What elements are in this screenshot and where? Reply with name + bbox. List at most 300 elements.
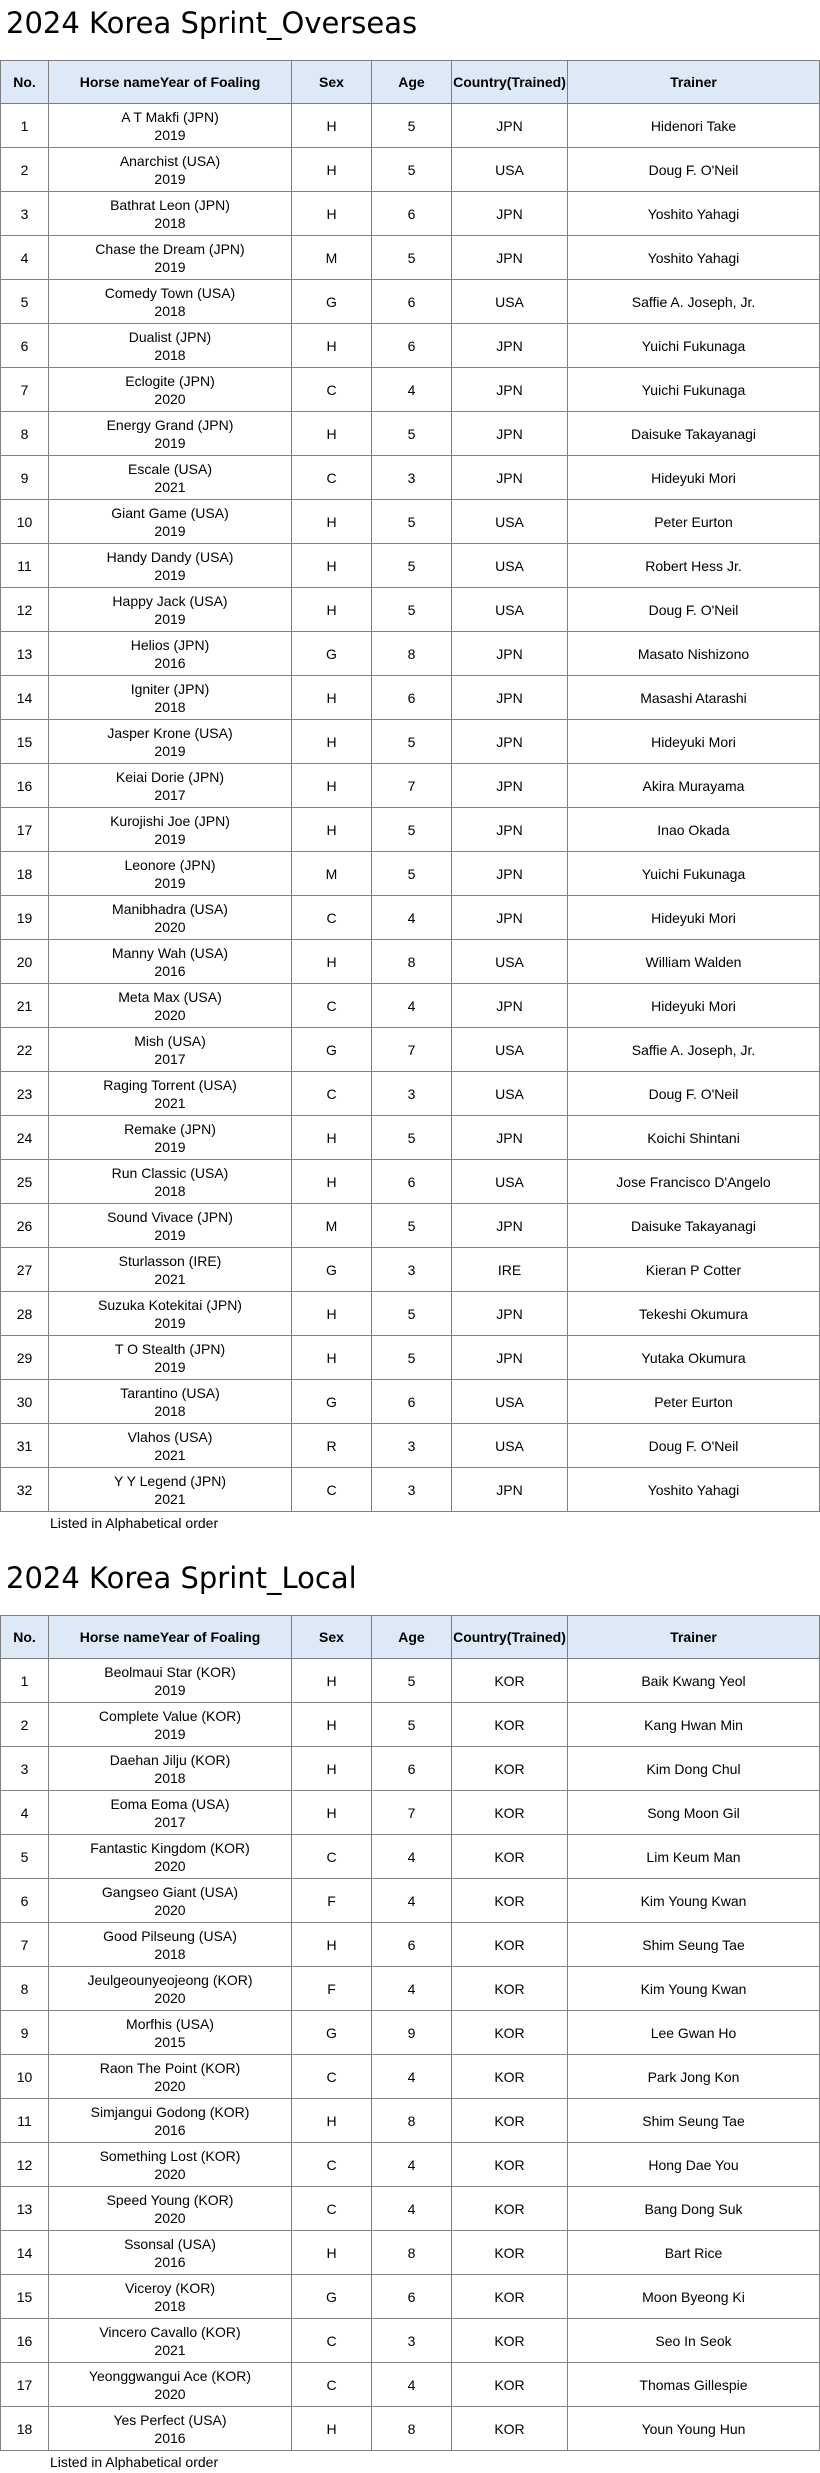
cell-age: 9 [372, 2011, 452, 2055]
cell-age: 8 [372, 940, 452, 984]
cell-no: 28 [1, 1292, 49, 1336]
year-of-foaling: 2019 [154, 610, 186, 627]
horse-name: Meta Max (USA) [118, 988, 222, 1005]
year-of-foaling: 2016 [154, 2121, 186, 2138]
cell-sex: H [292, 324, 372, 368]
cell-country: KOR [452, 2011, 568, 2055]
year-of-foaling: 2020 [154, 918, 186, 935]
cell-age: 8 [372, 2231, 452, 2275]
cell-sex: G [292, 1028, 372, 1072]
year-of-foaling: 2019 [154, 522, 186, 539]
cell-no: 18 [1, 852, 49, 896]
year-of-foaling: 2018 [154, 2297, 186, 2314]
horse-name: Vlahos (USA) [127, 1428, 213, 1445]
cell-country: KOR [452, 2099, 568, 2143]
table-row [1, 1791, 820, 1835]
cell-trainer: Tekeshi Okumura [568, 1292, 820, 1336]
cell-trainer: Yoshito Yahagi [568, 1468, 820, 1512]
cell-sex: G [292, 2275, 372, 2319]
table-row [1, 1116, 820, 1160]
cell-sex: H [292, 2099, 372, 2143]
table-row [1, 2055, 820, 2099]
cell-sex: C [292, 1468, 372, 1512]
cell-country: JPN [452, 236, 568, 280]
cell-horse [49, 1160, 292, 1204]
cell-horse [49, 412, 292, 456]
cell-horse [49, 1468, 292, 1512]
horse-name: Mish (USA) [134, 1032, 206, 1049]
cell-sex: H [292, 1923, 372, 1967]
cell-no: 4 [1, 236, 49, 280]
horse-name: Kurojishi Joe (JPN) [110, 812, 230, 829]
cell-age: 3 [372, 1248, 452, 1292]
cell-country: USA [452, 1160, 568, 1204]
header-no: No. [1, 1616, 49, 1659]
cell-no: 14 [1, 2231, 49, 2275]
table-row [1, 412, 820, 456]
cell-trainer: Hideyuki Mori [568, 984, 820, 1028]
year-of-foaling: 2020 [154, 2165, 186, 2182]
cell-trainer: Doug F. O'Neil [568, 1424, 820, 1468]
horse-name: Chase the Dream (JPN) [95, 240, 245, 257]
horse-name: Happy Jack (USA) [112, 592, 228, 609]
cell-trainer: Park Jong Kon [568, 2055, 820, 2099]
horse-name: Speed Young (KOR) [106, 2191, 234, 2208]
cell-sex: C [292, 1072, 372, 1116]
cell-no: 7 [1, 1923, 49, 1967]
cell-horse [49, 2011, 292, 2055]
cell-sex: M [292, 852, 372, 896]
cell-age: 5 [372, 500, 452, 544]
cell-country: USA [452, 940, 568, 984]
cell-horse [49, 1204, 292, 1248]
cell-age: 4 [372, 368, 452, 412]
cell-trainer: Hidenori Take [568, 104, 820, 148]
cell-horse [49, 2055, 292, 2099]
year-of-foaling: 2019 [154, 830, 186, 847]
cell-no: 20 [1, 940, 49, 984]
cell-trainer: Doug F. O'Neil [568, 148, 820, 192]
cell-trainer: Koichi Shintani [568, 1116, 820, 1160]
horse-name: Run Classic (USA) [111, 1164, 229, 1181]
cell-no: 3 [1, 192, 49, 236]
cell-country: JPN [452, 896, 568, 940]
year-of-foaling: 2021 [154, 478, 186, 495]
table-row [1, 2363, 820, 2407]
header-no: No. [1, 61, 49, 104]
cell-trainer: Lee Gwan Ho [568, 2011, 820, 2055]
cell-no: 10 [1, 500, 49, 544]
year-of-foaling: 2019 [154, 1725, 186, 1742]
cell-age: 6 [372, 2275, 452, 2319]
cell-age: 4 [372, 896, 452, 940]
table-row [1, 1028, 820, 1072]
year-of-foaling: 2019 [154, 1138, 186, 1155]
cell-country: IRE [452, 1248, 568, 1292]
cell-trainer: Kim Young Kwan [568, 1879, 820, 1923]
cell-country: JPN [452, 1292, 568, 1336]
header-horse [49, 61, 292, 104]
cell-no: 8 [1, 1967, 49, 2011]
cell-horse [49, 676, 292, 720]
cell-no: 9 [1, 2011, 49, 2055]
horse-name: Gangseo Giant (USA) [101, 1883, 239, 1900]
cell-horse [49, 1292, 292, 1336]
cell-sex: H [292, 1791, 372, 1835]
cell-no: 23 [1, 1072, 49, 1116]
cell-age: 4 [372, 2143, 452, 2187]
cell-horse [49, 2143, 292, 2187]
table-row [1, 544, 820, 588]
table-row [1, 720, 820, 764]
cell-trainer: Saffie A. Joseph, Jr. [568, 280, 820, 324]
horse-name: Complete Value (KOR) [98, 1707, 242, 1724]
cell-no: 27 [1, 1248, 49, 1292]
cell-age: 8 [372, 2099, 452, 2143]
cell-age: 3 [372, 1072, 452, 1116]
cell-sex: H [292, 192, 372, 236]
table-row [1, 852, 820, 896]
cell-trainer: Hideyuki Mori [568, 896, 820, 940]
cell-country: KOR [452, 2407, 568, 2451]
horse-name: Y Y Legend (JPN) [113, 1472, 227, 1489]
year-of-foaling: 2019 [154, 1226, 186, 1243]
horse-name: Bathrat Leon (JPN) [110, 196, 230, 213]
cell-age: 7 [372, 764, 452, 808]
cell-sex: C [292, 896, 372, 940]
cell-sex: H [292, 764, 372, 808]
header-horse [49, 1616, 292, 1659]
table-row [1, 2143, 820, 2187]
local-footnote: Listed in Alphabetical order [50, 2454, 219, 2470]
table-row [1, 1292, 820, 1336]
cell-no: 17 [1, 2363, 49, 2407]
cell-sex: C [292, 984, 372, 1028]
cell-age: 5 [372, 236, 452, 280]
horse-name: Vincero Cavallo (KOR) [99, 2323, 241, 2340]
cell-age: 5 [372, 148, 452, 192]
year-of-foaling: 2020 [154, 1989, 186, 2006]
cell-horse [49, 1923, 292, 1967]
cell-country: JPN [452, 412, 568, 456]
cell-age: 5 [372, 104, 452, 148]
cell-country: USA [452, 500, 568, 544]
overseas-table-body [1, 104, 820, 1512]
cell-horse [49, 632, 292, 676]
year-of-foaling: 2020 [154, 1857, 186, 1874]
year-of-foaling: 2021 [154, 1446, 186, 1463]
cell-country: KOR [452, 2319, 568, 2363]
horse-name: Escale (USA) [127, 460, 213, 477]
cell-no: 17 [1, 808, 49, 852]
cell-sex: G [292, 280, 372, 324]
table-row [1, 1072, 820, 1116]
cell-sex: H [292, 104, 372, 148]
cell-horse [49, 2231, 292, 2275]
overseas-footnote: Listed in Alphabetical order [50, 1515, 219, 1531]
cell-country: JPN [452, 368, 568, 412]
cell-horse [49, 808, 292, 852]
horse-name: Manibhadra (USA) [112, 900, 228, 917]
cell-country: JPN [452, 984, 568, 1028]
cell-no: 26 [1, 1204, 49, 1248]
year-of-foaling: 2017 [154, 786, 186, 803]
horse-name: Manny Wah (USA) [111, 944, 229, 961]
cell-no: 12 [1, 2143, 49, 2187]
cell-trainer: Robert Hess Jr. [568, 544, 820, 588]
year-of-foaling: 2019 [154, 566, 186, 583]
cell-no: 30 [1, 1380, 49, 1424]
year-of-foaling: 2016 [154, 2429, 186, 2446]
year-of-foaling: 2020 [154, 1006, 186, 1023]
cell-horse [49, 852, 292, 896]
cell-age: 6 [372, 192, 452, 236]
cell-no: 5 [1, 280, 49, 324]
table-row [1, 1967, 820, 2011]
header-year: Year of Foaling [159, 1628, 261, 1645]
cell-sex: C [292, 2319, 372, 2363]
cell-age: 6 [372, 324, 452, 368]
cell-trainer: Youn Young Hun [568, 2407, 820, 2451]
cell-sex: H [292, 544, 372, 588]
cell-trainer: Bart Rice [568, 2231, 820, 2275]
cell-trainer: Doug F. O'Neil [568, 588, 820, 632]
local-section [0, 1555, 820, 2473]
horse-name: A T Makfi (JPN) [121, 108, 219, 125]
year-of-foaling: 2018 [154, 1402, 186, 1419]
table-row [1, 1659, 820, 1703]
cell-sex: C [292, 2363, 372, 2407]
cell-horse [49, 500, 292, 544]
table-row [1, 324, 820, 368]
year-of-foaling: 2021 [154, 1270, 186, 1287]
cell-country: USA [452, 588, 568, 632]
table-row [1, 2187, 820, 2231]
table-row [1, 1336, 820, 1380]
cell-horse [49, 940, 292, 984]
table-row [1, 1879, 820, 1923]
cell-age: 3 [372, 456, 452, 500]
cell-age: 6 [372, 1747, 452, 1791]
cell-no: 1 [1, 1659, 49, 1703]
cell-trainer: Hideyuki Mori [568, 456, 820, 500]
year-of-foaling: 2016 [154, 962, 186, 979]
cell-sex: C [292, 456, 372, 500]
year-of-foaling: 2020 [154, 2385, 186, 2402]
cell-age: 5 [372, 544, 452, 588]
table-row [1, 500, 820, 544]
table-row [1, 1160, 820, 1204]
cell-age: 8 [372, 632, 452, 676]
cell-country: JPN [452, 808, 568, 852]
year-of-foaling: 2017 [154, 1813, 186, 1830]
cell-horse [49, 2187, 292, 2231]
cell-age: 4 [372, 1835, 452, 1879]
cell-country: JPN [452, 456, 568, 500]
cell-age: 5 [372, 1292, 452, 1336]
header-country-trained: (Trained) [506, 1628, 566, 1645]
horse-name: Viceroy (KOR) [125, 2279, 215, 2296]
cell-age: 5 [372, 588, 452, 632]
year-of-foaling: 2021 [154, 1490, 186, 1507]
cell-age: 5 [372, 1703, 452, 1747]
cell-horse [49, 720, 292, 764]
cell-country: KOR [452, 1967, 568, 2011]
cell-country: USA [452, 544, 568, 588]
year-of-foaling: 2018 [154, 346, 186, 363]
horse-name: Dualist (JPN) [128, 328, 212, 345]
cell-age: 6 [372, 676, 452, 720]
cell-horse [49, 1747, 292, 1791]
cell-sex: G [292, 1380, 372, 1424]
cell-age: 4 [372, 2055, 452, 2099]
cell-no: 12 [1, 588, 49, 632]
local-table-body [1, 1659, 820, 2451]
cell-trainer: Yutaka Okumura [568, 1336, 820, 1380]
cell-trainer: Baik Kwang Yeol [568, 1659, 820, 1703]
cell-country: KOR [452, 2055, 568, 2099]
horse-name: Helios (JPN) [130, 636, 210, 653]
cell-trainer: Yuichi Fukunaga [568, 852, 820, 896]
cell-sex: H [292, 720, 372, 764]
cell-sex: F [292, 1967, 372, 2011]
cell-sex: H [292, 2407, 372, 2451]
horse-name: Comedy Town (USA) [104, 284, 236, 301]
cell-sex: G [292, 1248, 372, 1292]
year-of-foaling: 2019 [154, 170, 186, 187]
cell-no: 15 [1, 2275, 49, 2319]
horse-name: Sturlasson (IRE) [118, 1252, 222, 1269]
cell-horse [49, 896, 292, 940]
year-of-foaling: 2018 [154, 698, 186, 715]
cell-no: 22 [1, 1028, 49, 1072]
table-row [1, 1703, 820, 1747]
table-row [1, 236, 820, 280]
cell-age: 3 [372, 1468, 452, 1512]
overseas-table [0, 60, 820, 1512]
table-row [1, 764, 820, 808]
cell-age: 5 [372, 720, 452, 764]
cell-trainer: Kang Hwan Min [568, 1703, 820, 1747]
table-row [1, 896, 820, 940]
year-of-foaling: 2017 [154, 1050, 186, 1067]
cell-trainer: Yuichi Fukunaga [568, 368, 820, 412]
cell-age: 4 [372, 2187, 452, 2231]
cell-no: 5 [1, 1835, 49, 1879]
header-age: Age [372, 61, 452, 104]
cell-trainer: Song Moon Gil [568, 1791, 820, 1835]
cell-age: 3 [372, 1424, 452, 1468]
cell-age: 4 [372, 1967, 452, 2011]
cell-country: JPN [452, 1204, 568, 1248]
horse-name: Jeulgeounyeojeong (KOR) [87, 1971, 253, 1988]
table-row [1, 2231, 820, 2275]
header-trainer: Trainer [568, 61, 820, 104]
table-row [1, 2099, 820, 2143]
cell-no: 31 [1, 1424, 49, 1468]
header-country [452, 1616, 568, 1659]
cell-horse [49, 984, 292, 1028]
table-row [1, 104, 820, 148]
cell-horse [49, 1835, 292, 1879]
year-of-foaling: 2020 [154, 1901, 186, 1918]
year-of-foaling: 2021 [154, 2341, 186, 2358]
header-horse-name: Horse name [79, 1628, 160, 1645]
local-title: 2024 Korea Sprint_Local [6, 1561, 357, 1595]
year-of-foaling: 2019 [154, 874, 186, 891]
cell-country: JPN [452, 764, 568, 808]
cell-no: 6 [1, 1879, 49, 1923]
horse-name: Giant Game (USA) [111, 504, 229, 521]
year-of-foaling: 2019 [154, 258, 186, 275]
cell-age: 7 [372, 1028, 452, 1072]
cell-no: 16 [1, 2319, 49, 2363]
cell-sex: H [292, 1659, 372, 1703]
cell-no: 2 [1, 1703, 49, 1747]
horse-name: Fantastic Kingdom (KOR) [90, 1839, 250, 1856]
cell-horse [49, 2407, 292, 2451]
table-row [1, 1380, 820, 1424]
cell-trainer: Moon Byeong Ki [568, 2275, 820, 2319]
cell-age: 6 [372, 1160, 452, 1204]
horse-name: Tarantino (USA) [120, 1384, 220, 1401]
table-row [1, 808, 820, 852]
table-row [1, 1424, 820, 1468]
cell-sex: H [292, 676, 372, 720]
header-sex: Sex [292, 1616, 372, 1659]
header-country-label: Country [453, 73, 507, 90]
cell-country: JPN [452, 192, 568, 236]
cell-country: JPN [452, 632, 568, 676]
local-table [0, 1615, 820, 2451]
cell-trainer: Hong Dae You [568, 2143, 820, 2187]
cell-country: KOR [452, 2187, 568, 2231]
cell-trainer: Bang Dong Suk [568, 2187, 820, 2231]
year-of-foaling: 2021 [154, 1094, 186, 1111]
cell-horse [49, 1028, 292, 1072]
cell-sex: M [292, 1204, 372, 1248]
cell-sex: C [292, 1835, 372, 1879]
cell-horse [49, 1879, 292, 1923]
horse-name: Yeonggwangui Ace (KOR) [88, 2367, 252, 2384]
cell-no: 10 [1, 2055, 49, 2099]
horse-name: Leonore (JPN) [124, 856, 216, 873]
cell-country: USA [452, 280, 568, 324]
cell-sex: C [292, 368, 372, 412]
cell-sex: G [292, 632, 372, 676]
cell-sex: H [292, 1116, 372, 1160]
cell-trainer: Yoshito Yahagi [568, 236, 820, 280]
cell-horse [49, 1703, 292, 1747]
cell-trainer: Inao Okada [568, 808, 820, 852]
cell-horse [49, 2099, 292, 2143]
cell-no: 29 [1, 1336, 49, 1380]
cell-horse [49, 544, 292, 588]
table-row [1, 1923, 820, 1967]
cell-horse [49, 1248, 292, 1292]
horse-name: Anarchist (USA) [119, 152, 221, 169]
cell-trainer: Lim Keum Man [568, 1835, 820, 1879]
cell-trainer: Kim Dong Chul [568, 1747, 820, 1791]
horse-name: Jasper Krone (USA) [107, 724, 233, 741]
cell-age: 4 [372, 1879, 452, 1923]
cell-country: JPN [452, 1116, 568, 1160]
table-row [1, 148, 820, 192]
cell-age: 4 [372, 984, 452, 1028]
table-row [1, 1248, 820, 1292]
cell-horse [49, 2363, 292, 2407]
cell-trainer: Kim Young Kwan [568, 1967, 820, 2011]
